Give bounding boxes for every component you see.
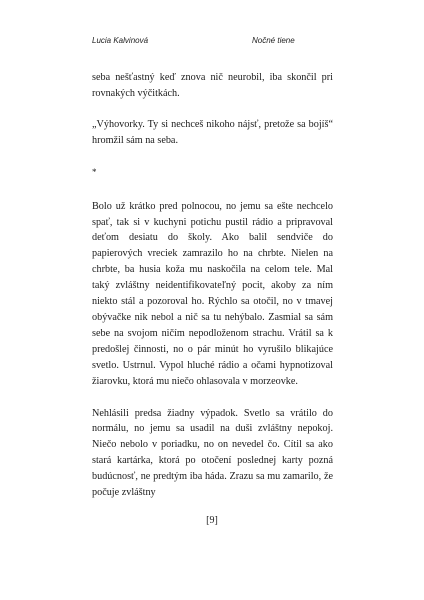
paragraph-2: „Výhovorky. Ty si nechceš nikoho nájsť, pretože sa bojíš“ hromžil sám na seba. xyxy=(92,118,333,146)
page-number: [9] xyxy=(206,515,218,526)
running-header xyxy=(92,36,332,50)
section-separator: * xyxy=(92,166,97,177)
page-body xyxy=(92,70,333,501)
header-book-title: Nočné tiene xyxy=(252,36,295,45)
paragraph-1: seba nešťastný keď znova nič neurobil, iba skončil pri rovnakých výčitkách. xyxy=(92,72,333,99)
paragraph-3: Bolo už krátko pred polnocou, no jemu sa ešte nechcelo spať, tak si v kuchyni potichu pustil rádio a pripravoval deťom desiatu do školy. Ako balil sendviče do papierových vreciek zamrazilo ho na chrbte. Nielen na chrbte, ba husia koža mu naskočila na celom tele. Mal taký zvláštny neidentifikovateľný pocit, akoby za ním niekto stál a pozoroval ho. Rýchlo sa otočil, no v tmavej obývačke nik nebol a nič sa tu nehýbalo. Zasmial sa sám sebe na svojom ničím nepodloženom strachu. Vrátil sa k predošlej činnosti, no o pár minút ho vyrušilo blikajúce svetlo. Ustrnul. Vypol hluché rádio a očami hypnotizoval žiarovku, ktorá mu niečo ohlasovala v morzeovke. xyxy=(92,200,333,387)
header-author: Lucia Kalvinová xyxy=(92,36,149,45)
paragraph-4: Nehlásili predsa žiadny výpadok. Svetlo sa vrátilo do normálu, no jemu sa usadil na duši zvláštny nepokoj. Niečo nebolo v poriadku, no on nevedel čo. Cítil sa ako stará kartárka, ktorá po otočení poslednej karty pozná budúcnosť, ne predtým iba háda. Zrazu sa mu zamarilo, že počuje zvláštny xyxy=(92,407,333,499)
